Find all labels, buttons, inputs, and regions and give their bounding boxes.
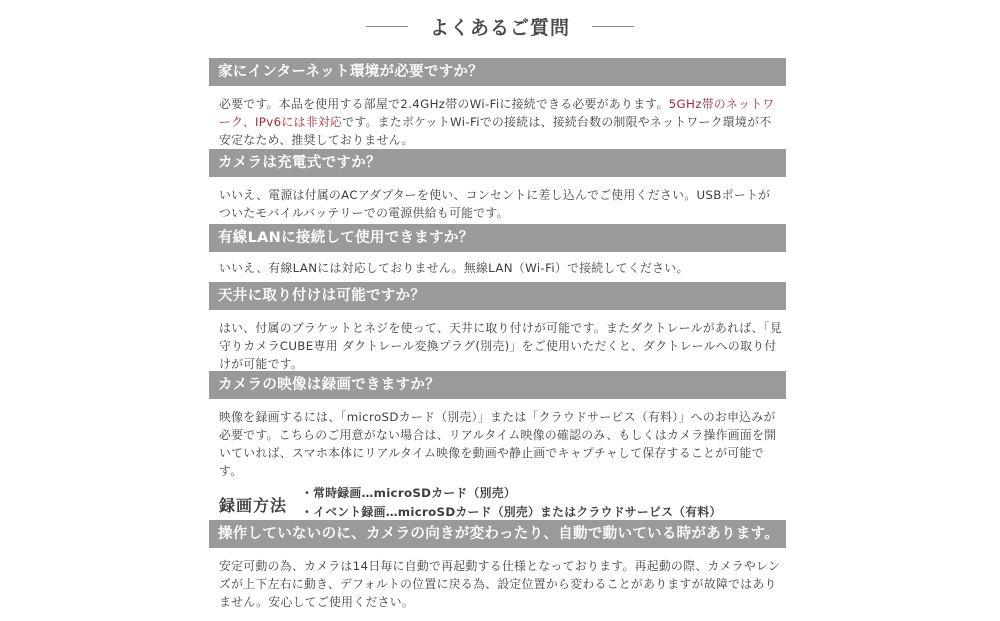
faq-item-auto-movement	[209, 520, 786, 611]
faq-answer	[209, 86, 786, 149]
recording-method-continuous: ・常時録画…microSDカード（別売）	[301, 486, 516, 500]
faq-question: カメラの映像は録画できますか？	[209, 371, 786, 399]
faq-question: 家にインターネット環境が必要ですか？	[209, 58, 786, 86]
faq-question: カメラは充電式ですか？	[209, 149, 786, 177]
faq-item-ceiling-mount	[209, 282, 786, 373]
faq-item-internet	[209, 58, 786, 149]
page-header	[0, 12, 1000, 40]
page-title: よくあるご質問	[429, 16, 570, 39]
answer-text: 必要です。本品を使用する部屋で2.4GHz帯のWi-Fiに接続できる必要があります。	[219, 97, 669, 111]
faq-item-recording	[209, 371, 786, 522]
answer-text: です。またポケットWi-Fiでの接続は、接続台数の制限やネットワーク環境が不安定なため、推奨しておりません。	[219, 115, 772, 147]
faq-question: 操作していないのに、カメラの向きが変わったり、自動で動いている時があります。	[209, 520, 786, 548]
recording-method-event: ・イベント録画…microSDカード（別売）またはクラウドサービス（有料）	[301, 505, 722, 519]
faq-answer: 安定可動の為、カメラは14日毎に自動で再起動する仕様となっております。再起動の際、カメラやレンズが上下左右に動き、デフォルトの位置に戻る為、設定位置から変わることがありますが故障ではありません。安心してご使用ください。	[219, 559, 781, 609]
answer-highlight: 5GHz帯のネットワーク、IPv6には非対応	[219, 97, 775, 129]
faq-answer: いいえ、電源は付属のACアダプターを使い、コンセントに差し込んでご使用ください。USBポートがついたモバイルバッテリーでの電源供給も可能です。	[219, 188, 771, 220]
faq-question: 天井に取り付けは可能ですか？	[209, 282, 786, 310]
title-divider-right	[592, 26, 634, 27]
recording-methods-list	[301, 484, 722, 522]
faq-item-charging	[209, 149, 786, 222]
faq-answer: はい、付属のブラケットとネジを使って、天井に取り付けが可能です。またダクトレールがあれば、「見守りカメラCUBE専用 ダクトレール変換プラグ(別売)」をご使用いただくと、ダクトレールへの取り付けが可能です。	[219, 321, 783, 371]
recording-methods-label: 録画方法	[219, 496, 288, 515]
title-divider-left	[366, 26, 408, 27]
faq-answer: いいえ、有線LANには対応しておりません。無線LAN（Wi-Fi）で接続してください。	[219, 261, 689, 275]
recording-methods	[209, 484, 786, 522]
faq-answer: 映像を録画するには、「microSDカード（別売）」または「クラウドサービス（有料）」へのお申込みが必要です。こちらのご用意がない場合は、リアルタイム映像の確認のみ、もしくはカメラ操作画面を開いていれば、スマホ本体にリアルタイム映像を動画や静止画でキャプチャして保存することが可能です。	[219, 410, 777, 478]
faq-question: 有線LANに接続して使用できますか？	[209, 224, 786, 252]
faq-item-wired-lan	[209, 224, 786, 277]
